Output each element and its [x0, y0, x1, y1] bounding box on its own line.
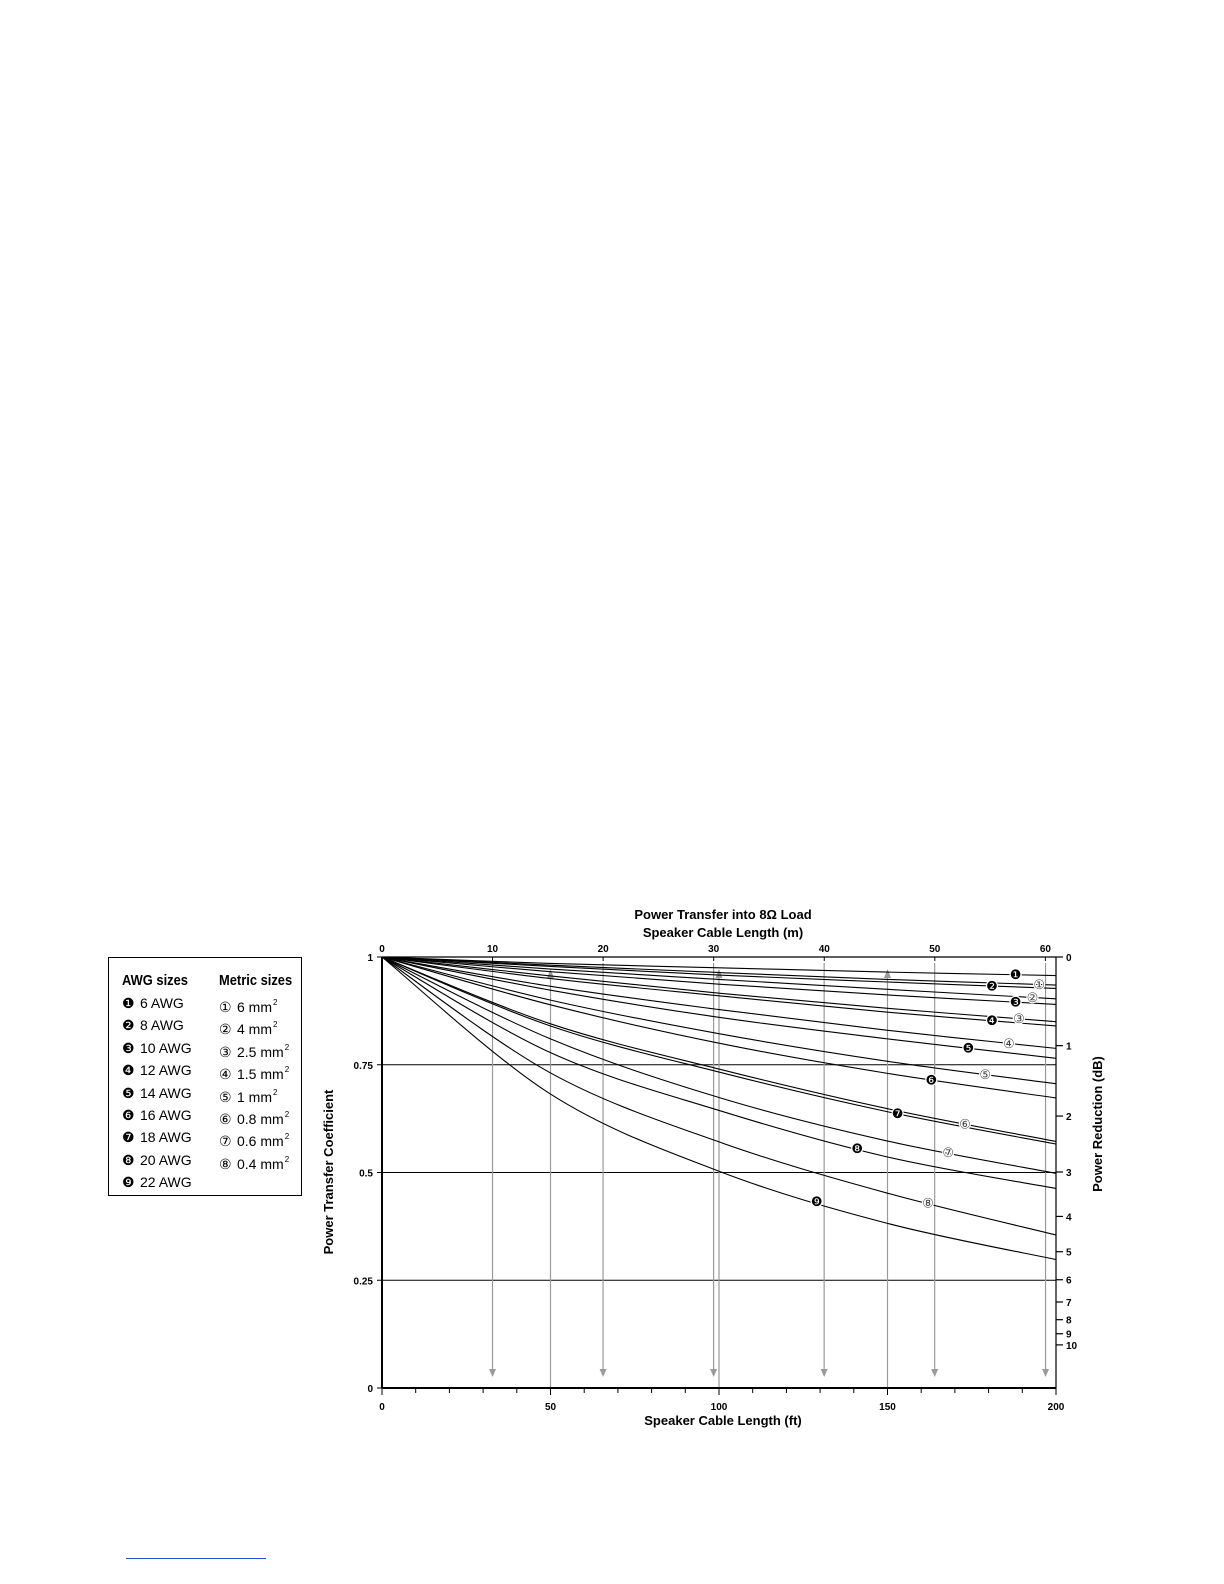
- awg-legend-column: [122, 970, 199, 1194]
- superscript-two: 2: [284, 1065, 290, 1075]
- metric-size-label: 0.8 mm: [237, 1110, 284, 1127]
- metric-size-label: 1.5 mm: [237, 1066, 284, 1083]
- footer-rule: [126, 1558, 266, 1559]
- series-label-awg: ❾: [810, 1193, 823, 1209]
- series-label-awg: ❸: [1009, 994, 1022, 1010]
- series-label-awg: ❽: [851, 1141, 863, 1157]
- awg-legend-item: [122, 1014, 199, 1036]
- metric-marker: ⑥: [219, 1110, 232, 1127]
- awg-heading: AWG sizes: [122, 972, 188, 989]
- metric-marker: ④: [219, 1066, 232, 1083]
- series-label-metric: ④: [1002, 1035, 1015, 1051]
- series-label-metric: ②: [1026, 989, 1039, 1005]
- curve-labels: [811, 967, 1045, 1211]
- series-label-awg: ❹: [986, 1013, 998, 1029]
- top-tick-label: 10: [487, 944, 499, 955]
- superscript-two: 2: [273, 1087, 278, 1097]
- series-label-awg: ❶: [1009, 967, 1022, 983]
- metric-heading: Metric sizes: [219, 972, 293, 989]
- y2-tick-label: 10: [1066, 1340, 1078, 1352]
- up-arrow-head: [716, 969, 723, 978]
- metric-legend-item: [219, 1014, 304, 1036]
- y-axis-label: Power Transfer Coefficient: [321, 1089, 336, 1255]
- legend: [108, 957, 302, 1196]
- awg-marker: ❶: [122, 995, 135, 1011]
- awg-marker: ❼: [122, 1129, 135, 1146]
- metric-legend-item: [219, 1149, 304, 1171]
- x-tick-label: 150: [879, 1402, 896, 1413]
- metric-legend-item: [219, 1104, 304, 1126]
- awg-marker: ❽: [122, 1151, 135, 1168]
- metric-size-label: 4 mm: [237, 1021, 272, 1038]
- awg-legend-item: [122, 992, 199, 1014]
- top-tick-label: 20: [597, 944, 609, 955]
- metric-size-label: 0.4 mm: [237, 1155, 284, 1172]
- y2-tick-label: 2: [1066, 1112, 1072, 1124]
- y2-tick-label: 3: [1066, 1167, 1072, 1179]
- awg-legend-item: [122, 1082, 199, 1104]
- metric-size-label: 2.5 mm: [237, 1043, 284, 1060]
- series-label-metric: ⑤: [979, 1066, 992, 1082]
- awg-marker: ❷: [122, 1017, 135, 1034]
- awg-marker: ❻: [122, 1106, 135, 1123]
- metric-legend-item: [219, 1082, 304, 1104]
- awg-legend-item: [122, 1149, 199, 1171]
- y2-tick-label: 9: [1066, 1329, 1072, 1341]
- x-tick-label: 100: [710, 1402, 728, 1413]
- metric-legend-item: [219, 1126, 304, 1148]
- superscript-two: 2: [273, 1020, 278, 1030]
- awg-size-label: 8 AWG: [140, 1017, 184, 1034]
- metric-legend-item: [219, 1059, 304, 1081]
- metric-marker: ②: [219, 1021, 232, 1038]
- down-arrow-head: [931, 1369, 938, 1377]
- y2-tick-label: 7: [1066, 1298, 1072, 1310]
- series-label-metric: ⑥: [959, 1116, 971, 1132]
- awg-size-label: 10 AWG: [140, 1039, 192, 1056]
- superscript-two: 2: [284, 1132, 290, 1142]
- y-tick-label: 0.5: [359, 1168, 373, 1180]
- y2-tick-label: 1: [1066, 1041, 1072, 1053]
- superscript-two: 2: [284, 1154, 290, 1164]
- up-arrow-head: [884, 969, 891, 978]
- series-label-awg: ❺: [962, 1040, 975, 1056]
- metric-legend-item: [219, 1037, 304, 1059]
- awg-legend-item: [122, 1171, 199, 1193]
- y2-axis-label: Power Reduction (dB): [1090, 1056, 1105, 1192]
- y2-tick-label: 0: [1066, 953, 1072, 964]
- chart-title: Power Transfer into 8Ω Load: [634, 907, 812, 922]
- awg-size-label: 6 AWG: [140, 995, 184, 1011]
- y-tick-label: 0: [367, 1384, 373, 1395]
- x-tick-label: 200: [1047, 1402, 1065, 1413]
- metric-legend-item: [219, 992, 304, 1014]
- metric-marker: ⑦: [219, 1133, 232, 1150]
- series-label-metric: ①: [1033, 976, 1045, 992]
- awg-legend-item: [122, 1037, 199, 1059]
- axes: [377, 957, 1063, 1395]
- series-label-awg: ❼: [891, 1106, 904, 1122]
- series-label-awg: ❷: [986, 978, 998, 994]
- y-tick-label: 0.75: [353, 1060, 373, 1072]
- metric-size-label: 0.6 mm: [237, 1133, 284, 1150]
- awg-marker: ❹: [122, 1062, 135, 1079]
- y2-tick-label: 6: [1066, 1275, 1072, 1287]
- down-arrow-head: [710, 1369, 717, 1377]
- top-tick-label: 60: [1039, 944, 1051, 955]
- y-tick-label: 1: [367, 953, 373, 964]
- metric-marker: ③: [219, 1043, 232, 1060]
- metric-size-label: 1 mm: [237, 1088, 272, 1105]
- awg-marker: ❾: [122, 1174, 135, 1191]
- metric-marker: ⑤: [219, 1088, 232, 1105]
- metric-legend-column: [219, 970, 304, 1171]
- y-tick-label: 0.25: [353, 1276, 373, 1288]
- y2-tick-label: 5: [1066, 1247, 1072, 1259]
- awg-legend-item: [122, 1104, 199, 1126]
- awg-size-label: 14 AWG: [140, 1084, 192, 1101]
- awg-legend-item: [122, 1059, 199, 1081]
- top-tick-label: 0: [379, 944, 385, 955]
- down-arrow-head: [821, 1369, 828, 1377]
- metric-marker: ⑧: [219, 1155, 232, 1172]
- top-tick-label: 40: [818, 944, 830, 955]
- superscript-two: 2: [284, 1109, 290, 1119]
- awg-size-label: 18 AWG: [140, 1129, 192, 1146]
- chart-subtitle: Speaker Cable Length (m): [642, 925, 804, 940]
- down-arrow-head: [1042, 1369, 1049, 1377]
- awg-marker: ❸: [122, 1039, 135, 1056]
- metric-size-label: 6 mm: [237, 999, 272, 1015]
- length-arrows: [489, 963, 1049, 1388]
- down-arrow-head: [600, 1369, 607, 1377]
- series-label-metric: ⑦: [942, 1145, 954, 1161]
- y2-tick-label: 8: [1066, 1315, 1072, 1327]
- awg-size-label: 22 AWG: [140, 1174, 192, 1191]
- awg-marker: ❺: [122, 1084, 135, 1101]
- awg-size-label: 12 AWG: [140, 1062, 192, 1079]
- series-label-awg: ❻: [925, 1072, 938, 1088]
- top-tick-label: 50: [929, 944, 941, 955]
- awg-size-label: 20 AWG: [140, 1151, 192, 1168]
- down-arrow-head: [489, 1369, 496, 1377]
- series-label-metric: ⑧: [922, 1195, 934, 1211]
- y2-tick-label: 4: [1066, 1212, 1072, 1224]
- metric-marker: ①: [219, 999, 232, 1015]
- x-axis-label: Speaker Cable Length (ft): [644, 1413, 802, 1428]
- superscript-two: 2: [284, 1042, 290, 1052]
- x-tick-label: 0: [379, 1402, 385, 1413]
- top-tick-label: 30: [708, 944, 720, 955]
- awg-size-label: 16 AWG: [140, 1106, 192, 1123]
- x-tick-label: 50: [544, 1402, 557, 1413]
- superscript-two: 2: [273, 998, 278, 1007]
- awg-legend-item: [122, 1126, 199, 1148]
- series-label-metric: ③: [1013, 1011, 1025, 1027]
